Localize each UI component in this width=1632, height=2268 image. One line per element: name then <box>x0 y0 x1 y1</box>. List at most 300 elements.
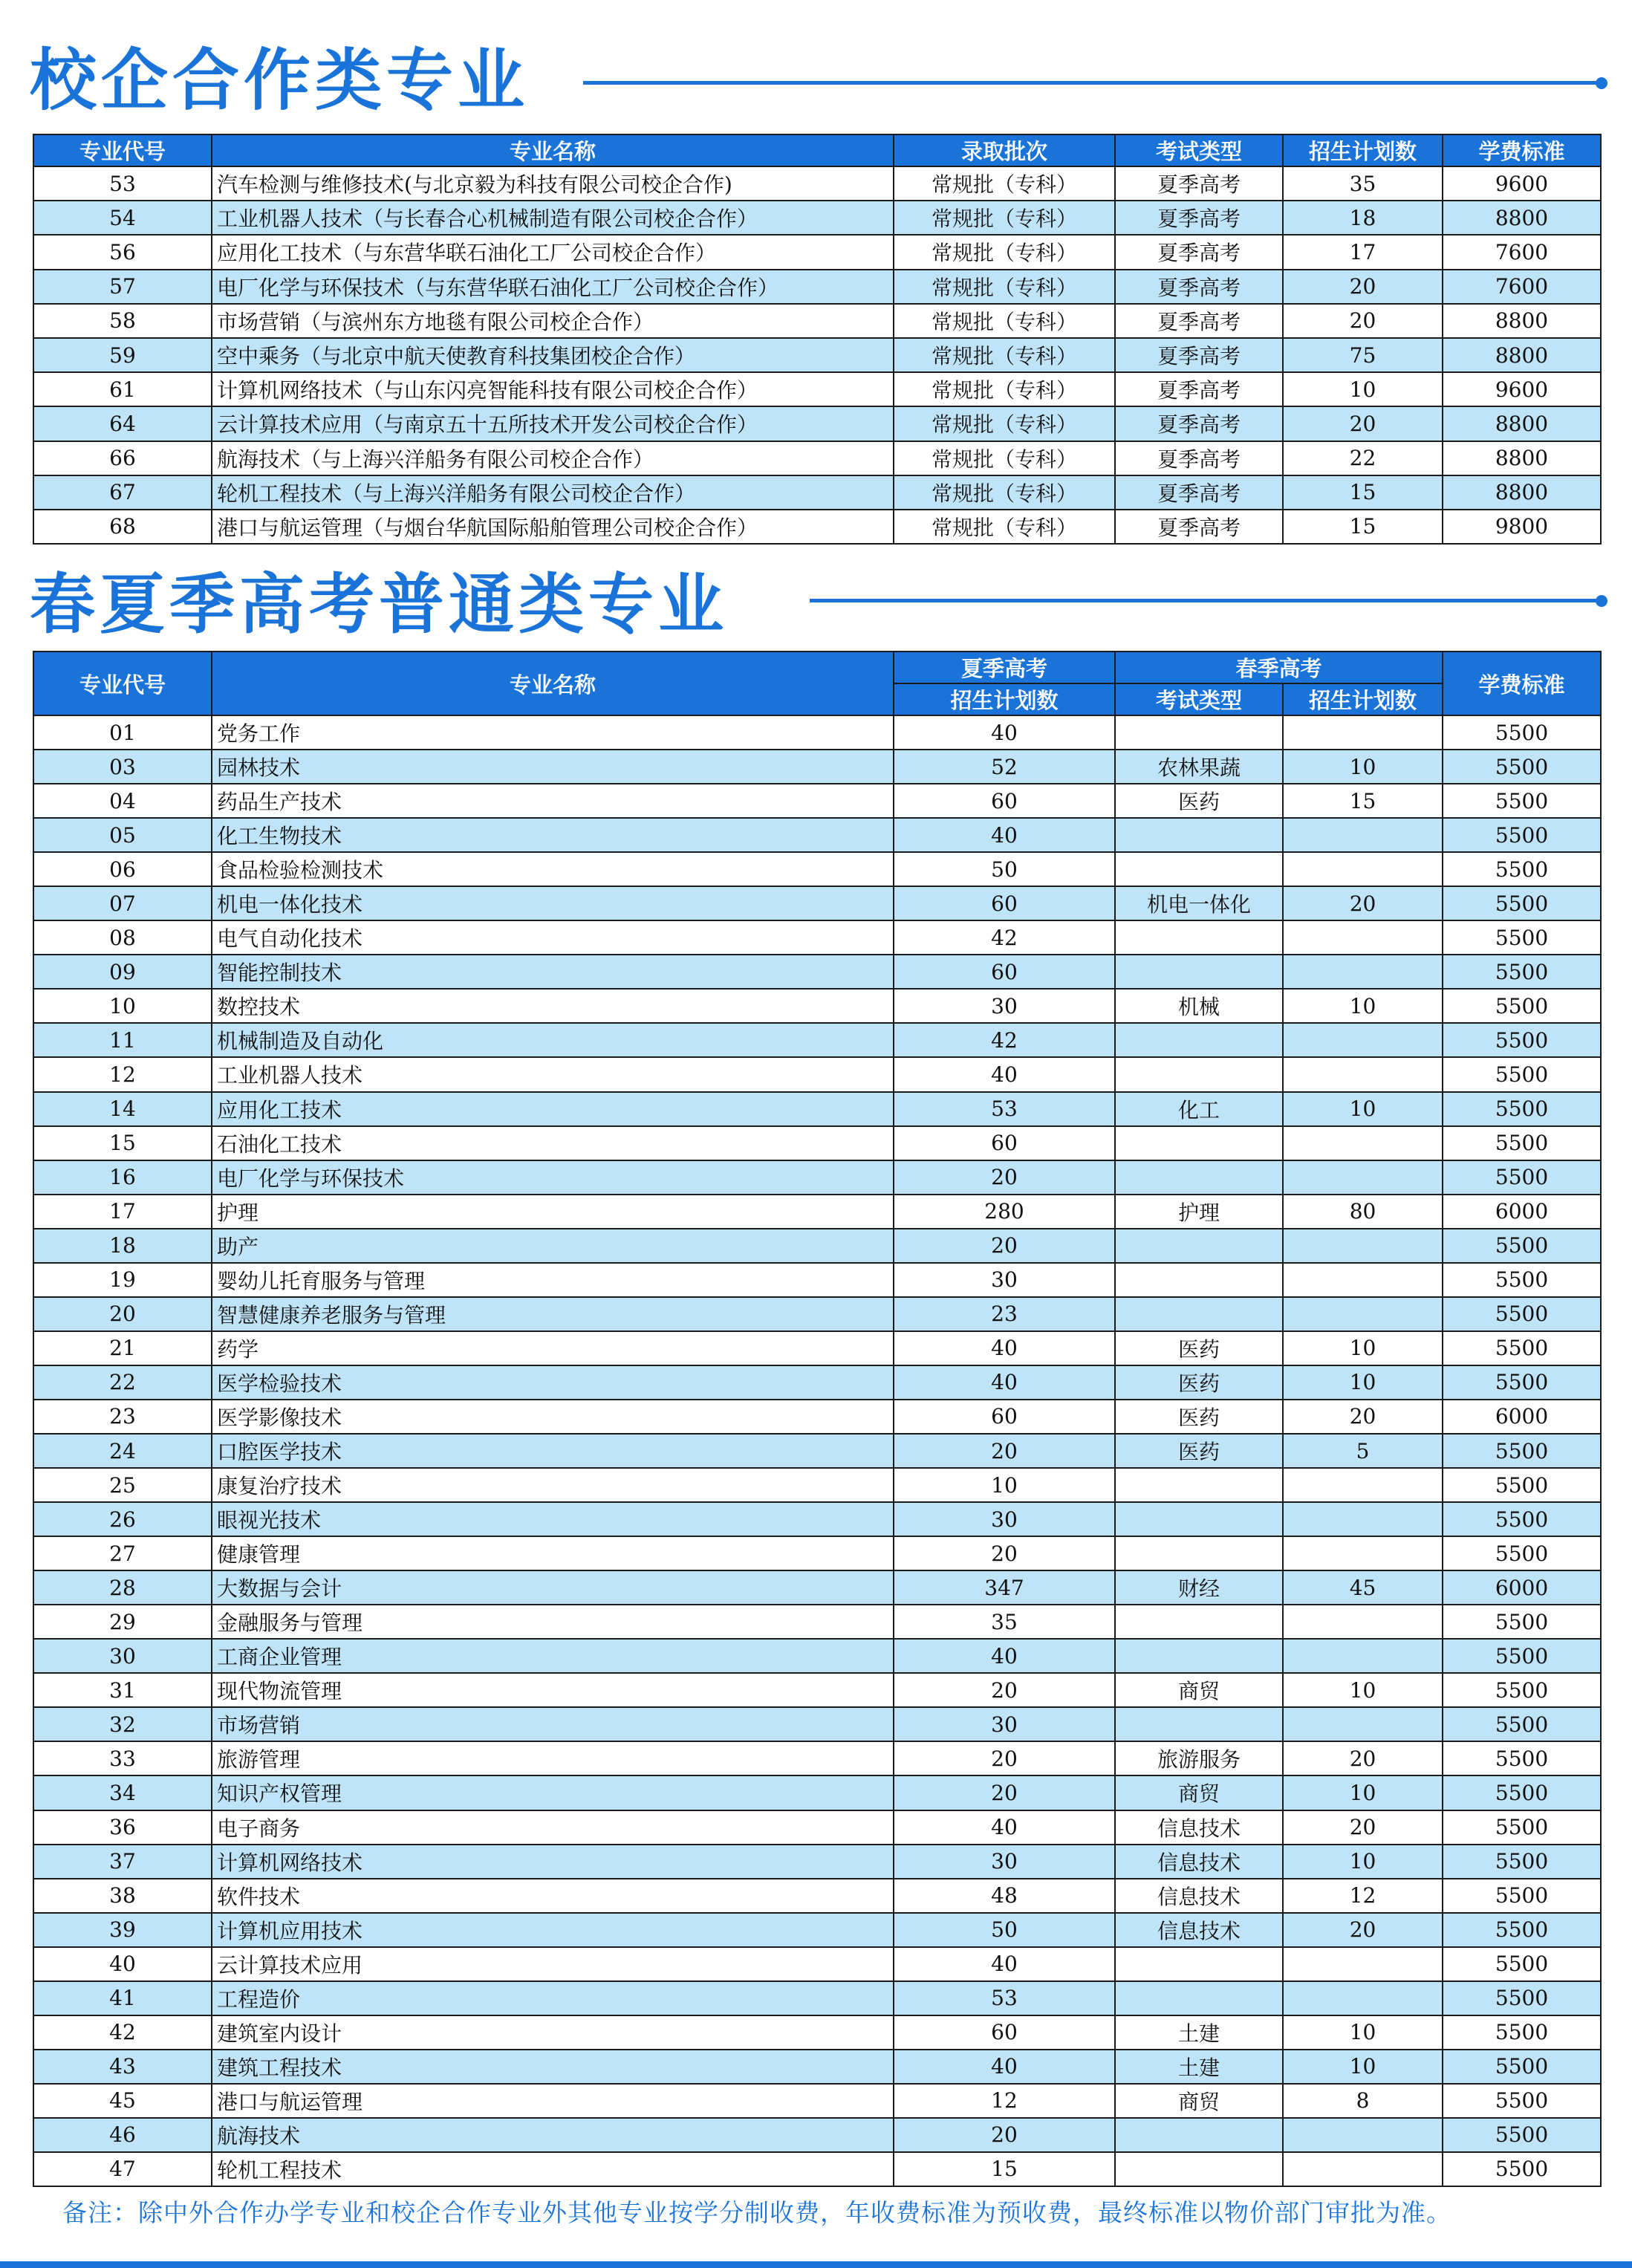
cell-col4 <box>1115 2118 1283 2152</box>
cell-code: 24 <box>33 1434 212 1468</box>
table-row <box>33 1845 1601 1879</box>
cell-col3: 60 <box>894 2015 1115 2050</box>
cell-col3: 20 <box>894 1229 1115 1263</box>
cooperation-majors-table <box>33 134 1602 545</box>
table-row <box>33 304 1601 338</box>
header-batch: 录取批次 <box>894 134 1115 166</box>
cell-code: 33 <box>33 1741 212 1775</box>
table-row <box>33 1297 1601 1331</box>
cell-col5: 8 <box>1283 2084 1443 2118</box>
cell-code: 66 <box>33 441 212 475</box>
cell-col4: 夏季高考 <box>1115 201 1283 235</box>
cell-code: 01 <box>33 715 212 750</box>
section2-title-bar <box>30 566 1612 648</box>
cell-col3: 40 <box>894 2050 1115 2084</box>
cell-col5: 17 <box>1283 235 1443 269</box>
header-spring-exam: 春季高考 <box>1115 652 1443 683</box>
cell-col4 <box>1115 818 1283 852</box>
cell-name: 药学 <box>212 1331 894 1365</box>
section1-title-rule <box>583 81 1597 85</box>
table-row <box>33 2118 1601 2152</box>
table-row <box>33 1468 1601 1502</box>
cell-col4 <box>1115 1707 1283 1741</box>
cell-code: 32 <box>33 1707 212 1741</box>
table-row <box>33 989 1601 1023</box>
cell-name: 食品检验检测技术 <box>212 852 894 886</box>
table-row <box>33 372 1601 406</box>
cell-col5: 10 <box>1283 750 1443 784</box>
cell-col3: 30 <box>894 989 1115 1023</box>
cell-name: 大数据与会计 <box>212 1570 894 1605</box>
cell-col3: 20 <box>894 1673 1115 1707</box>
cell-col4 <box>1115 852 1283 886</box>
cell-col4: 护理 <box>1115 1195 1283 1229</box>
cell-name: 化工生物技术 <box>212 818 894 852</box>
cell-name: 园林技术 <box>212 750 894 784</box>
cell-fee: 5500 <box>1443 1092 1601 1126</box>
cell-fee: 5500 <box>1443 1981 1601 2015</box>
cell-col4: 商贸 <box>1115 1673 1283 1707</box>
cell-name: 智慧健康养老服务与管理 <box>212 1297 894 1331</box>
cell-col4: 财经 <box>1115 1570 1283 1605</box>
cell-col4: 信息技术 <box>1115 1845 1283 1879</box>
cell-fee: 5500 <box>1443 1331 1601 1365</box>
cell-col5: 10 <box>1283 1365 1443 1400</box>
cell-col5 <box>1283 1057 1443 1091</box>
cell-col4: 医药 <box>1115 1434 1283 1468</box>
cell-col4 <box>1115 955 1283 989</box>
cell-col5 <box>1283 1229 1443 1263</box>
cell-col3: 60 <box>894 784 1115 818</box>
cell-col3: 347 <box>894 1570 1115 1605</box>
cell-col5 <box>1283 715 1443 750</box>
cell-col3: 42 <box>894 1023 1115 1057</box>
cell-col3: 常规批（专科） <box>894 235 1115 269</box>
cell-col5: 20 <box>1283 304 1443 338</box>
cell-name: 现代物流管理 <box>212 1673 894 1707</box>
cell-code: 21 <box>33 1331 212 1365</box>
table-row <box>33 852 1601 886</box>
cell-col4: 医药 <box>1115 1331 1283 1365</box>
cell-fee: 5500 <box>1443 784 1601 818</box>
cell-col5 <box>1283 1126 1443 1160</box>
cell-fee: 5500 <box>1443 1434 1601 1468</box>
cell-col3: 40 <box>894 1947 1115 1981</box>
table-row <box>33 1536 1601 1570</box>
table-row <box>33 1195 1601 1229</box>
cell-col5: 80 <box>1283 1195 1443 1229</box>
table-row <box>33 1673 1601 1707</box>
cell-col5: 20 <box>1283 1913 1443 1947</box>
cell-name: 软件技术 <box>212 1879 894 1913</box>
cell-fee: 8800 <box>1443 441 1601 475</box>
cell-col5 <box>1283 2152 1443 2186</box>
cell-fee: 5500 <box>1443 1468 1601 1502</box>
cell-col5: 20 <box>1283 406 1443 441</box>
bottom-rule <box>0 2261 1632 2268</box>
cell-fee: 5500 <box>1443 1365 1601 1400</box>
cell-col3: 40 <box>894 1057 1115 1091</box>
cell-fee: 5500 <box>1443 2050 1601 2084</box>
cell-col5 <box>1283 1605 1443 1639</box>
cell-col3: 常规批（专科） <box>894 372 1115 406</box>
cell-code: 40 <box>33 1947 212 1981</box>
cell-code: 56 <box>33 235 212 269</box>
cell-name: 空中乘务（与北京中航天使教育科技集团校企合作） <box>212 338 894 372</box>
cell-col4 <box>1115 1229 1283 1263</box>
cell-name: 应用化工技术（与东营华联石油化工厂公司校企合作） <box>212 235 894 269</box>
cell-col3: 20 <box>894 1536 1115 1570</box>
cell-fee: 5500 <box>1443 2152 1601 2186</box>
table-row <box>33 784 1601 818</box>
header-name: 专业名称 <box>212 652 894 715</box>
cell-code: 23 <box>33 1400 212 1434</box>
cell-col4: 医药 <box>1115 1400 1283 1434</box>
table-row <box>33 2050 1601 2084</box>
cell-fee: 6000 <box>1443 1195 1601 1229</box>
cell-name: 计算机网络技术 <box>212 1845 894 1879</box>
cell-code: 12 <box>33 1057 212 1091</box>
cell-col5: 45 <box>1283 1570 1443 1605</box>
table-row <box>33 1605 1601 1639</box>
table-row <box>33 818 1601 852</box>
cell-col5 <box>1283 1639 1443 1673</box>
cell-code: 22 <box>33 1365 212 1400</box>
cell-col5: 20 <box>1283 1741 1443 1775</box>
table-row <box>33 1502 1601 1536</box>
cell-name: 工业机器人技术（与长春合心机械制造有限公司校企合作） <box>212 201 894 235</box>
cell-fee: 5500 <box>1443 1023 1601 1057</box>
cell-col4 <box>1115 2152 1283 2186</box>
cell-col5: 10 <box>1283 989 1443 1023</box>
cell-name: 医学影像技术 <box>212 1400 894 1434</box>
cell-fee: 5500 <box>1443 1673 1601 1707</box>
cell-fee: 5500 <box>1443 1502 1601 1536</box>
cell-fee: 8800 <box>1443 201 1601 235</box>
cell-col3: 40 <box>894 818 1115 852</box>
cell-col5: 18 <box>1283 201 1443 235</box>
table-row <box>33 338 1601 372</box>
cell-col3: 12 <box>894 2084 1115 2118</box>
cell-code: 29 <box>33 1605 212 1639</box>
table-row <box>33 1947 1601 1981</box>
cell-col4: 信息技术 <box>1115 1810 1283 1845</box>
cell-name: 航海技术（与上海兴洋船务有限公司校企合作） <box>212 441 894 475</box>
cell-code: 16 <box>33 1160 212 1195</box>
cell-col4: 夏季高考 <box>1115 475 1283 510</box>
cell-name: 数控技术 <box>212 989 894 1023</box>
cell-col4 <box>1115 1981 1283 2015</box>
cell-fee: 5500 <box>1443 1947 1601 1981</box>
cell-col4: 机械 <box>1115 989 1283 1023</box>
table-row <box>33 1331 1601 1365</box>
cell-name: 机械制造及自动化 <box>212 1023 894 1057</box>
cell-col4: 夏季高考 <box>1115 270 1283 304</box>
table-row <box>33 441 1601 475</box>
cell-code: 07 <box>33 886 212 920</box>
cell-code: 36 <box>33 1810 212 1845</box>
cell-name: 港口与航运管理 <box>212 2084 894 2118</box>
cell-fee: 5500 <box>1443 1775 1601 1810</box>
cell-fee: 5500 <box>1443 1263 1601 1297</box>
cell-col3: 常规批（专科） <box>894 270 1115 304</box>
cell-name: 电子商务 <box>212 1810 894 1845</box>
cell-col3: 30 <box>894 1707 1115 1741</box>
cell-code: 11 <box>33 1023 212 1057</box>
cell-fee: 7600 <box>1443 235 1601 269</box>
cell-col3: 48 <box>894 1879 1115 1913</box>
cell-code: 04 <box>33 784 212 818</box>
cell-col4 <box>1115 1263 1283 1297</box>
cell-code: 08 <box>33 920 212 955</box>
cell-code: 30 <box>33 1639 212 1673</box>
cell-name: 党务工作 <box>212 715 894 750</box>
cell-col5 <box>1283 1468 1443 1502</box>
table-row <box>33 886 1601 920</box>
cell-col3: 23 <box>894 1297 1115 1331</box>
cell-name: 旅游管理 <box>212 1741 894 1775</box>
section2-title-dot <box>1596 595 1607 607</box>
table-row <box>33 920 1601 955</box>
table-row <box>33 270 1601 304</box>
cell-fee: 5500 <box>1443 1536 1601 1570</box>
cell-name: 口腔医学技术 <box>212 1434 894 1468</box>
cell-col3: 60 <box>894 886 1115 920</box>
table-row <box>33 1879 1601 1913</box>
header-code: 专业代号 <box>33 134 212 166</box>
cell-fee: 5500 <box>1443 2118 1601 2152</box>
cell-col5: 15 <box>1283 510 1443 544</box>
cell-name: 应用化工技术 <box>212 1092 894 1126</box>
cell-fee: 9600 <box>1443 166 1601 201</box>
cell-col4 <box>1115 1160 1283 1195</box>
cell-name: 云计算技术应用 <box>212 1947 894 1981</box>
cell-col4: 信息技术 <box>1115 1879 1283 1913</box>
cell-code: 34 <box>33 1775 212 1810</box>
cell-fee: 5500 <box>1443 955 1601 989</box>
cell-col5: 10 <box>1283 1673 1443 1707</box>
table-header-row <box>33 652 1601 683</box>
cell-col3: 40 <box>894 715 1115 750</box>
cell-col5 <box>1283 818 1443 852</box>
cell-col3: 20 <box>894 1434 1115 1468</box>
cell-fee: 5500 <box>1443 886 1601 920</box>
cell-col4 <box>1115 1057 1283 1091</box>
cell-name: 电气自动化技术 <box>212 920 894 955</box>
header-spring-type: 考试类型 <box>1115 683 1283 715</box>
cell-name: 眼视光技术 <box>212 1502 894 1536</box>
table-row <box>33 2084 1601 2118</box>
table-row <box>33 1913 1601 1947</box>
cell-col3: 50 <box>894 1913 1115 1947</box>
cell-col4 <box>1115 1023 1283 1057</box>
section2-title: 春夏季高考普通类专业 <box>30 566 729 643</box>
cell-col3: 53 <box>894 1981 1115 2015</box>
header-name: 专业名称 <box>212 134 894 166</box>
cell-name: 护理 <box>212 1195 894 1229</box>
cell-col5 <box>1283 1947 1443 1981</box>
cell-fee: 9600 <box>1443 372 1601 406</box>
cell-col4: 土建 <box>1115 2015 1283 2050</box>
cell-col4: 机电一体化 <box>1115 886 1283 920</box>
cell-col5: 15 <box>1283 475 1443 510</box>
cell-col5: 75 <box>1283 338 1443 372</box>
cell-name: 港口与航运管理（与烟台华航国际船舶管理公司校企合作） <box>212 510 894 544</box>
cell-col4: 夏季高考 <box>1115 338 1283 372</box>
cell-col3: 20 <box>894 1741 1115 1775</box>
cell-code: 05 <box>33 818 212 852</box>
cell-col4: 化工 <box>1115 1092 1283 1126</box>
cell-name: 工业机器人技术 <box>212 1057 894 1091</box>
cell-name: 轮机工程技术 <box>212 2152 894 2186</box>
cell-name: 航海技术 <box>212 2118 894 2152</box>
cell-name: 助产 <box>212 1229 894 1263</box>
cell-col3: 40 <box>894 1639 1115 1673</box>
cell-col5 <box>1283 1707 1443 1741</box>
cell-code: 17 <box>33 1195 212 1229</box>
cell-name: 健康管理 <box>212 1536 894 1570</box>
cell-col3: 10 <box>894 1468 1115 1502</box>
cell-col5: 10 <box>1283 1092 1443 1126</box>
table-row <box>33 1707 1601 1741</box>
cell-code: 39 <box>33 1913 212 1947</box>
cell-name: 机电一体化技术 <box>212 886 894 920</box>
cell-code: 25 <box>33 1468 212 1502</box>
table-row <box>33 715 1601 750</box>
cell-code: 54 <box>33 201 212 235</box>
cell-col4: 夏季高考 <box>1115 510 1283 544</box>
cell-fee: 5500 <box>1443 1057 1601 1091</box>
cell-fee: 8800 <box>1443 304 1601 338</box>
cell-col4 <box>1115 1126 1283 1160</box>
cell-col5 <box>1283 1536 1443 1570</box>
table-row <box>33 1160 1601 1195</box>
cell-name: 汽车检测与维修技术(与北京毅为科技有限公司校企合作) <box>212 166 894 201</box>
cell-col5 <box>1283 1263 1443 1297</box>
cell-col4: 夏季高考 <box>1115 304 1283 338</box>
section2-title-rule <box>810 599 1597 602</box>
cell-fee: 5500 <box>1443 1297 1601 1331</box>
cell-col4: 土建 <box>1115 2050 1283 2084</box>
cell-fee: 8800 <box>1443 475 1601 510</box>
table-row <box>33 2015 1601 2050</box>
cell-col4: 医药 <box>1115 784 1283 818</box>
cell-col3: 常规批（专科） <box>894 406 1115 441</box>
cell-col5: 10 <box>1283 2050 1443 2084</box>
table-row <box>33 510 1601 544</box>
header-fee: 学费标准 <box>1443 134 1601 166</box>
cell-name: 电厂化学与环保技术（与东营华联石油化工厂公司校企合作） <box>212 270 894 304</box>
cell-code: 27 <box>33 1536 212 1570</box>
table-row <box>33 1775 1601 1810</box>
cell-col5 <box>1283 955 1443 989</box>
cell-fee: 5500 <box>1443 1605 1601 1639</box>
cell-col5: 20 <box>1283 1810 1443 1845</box>
cell-name: 金融服务与管理 <box>212 1605 894 1639</box>
cell-fee: 5500 <box>1443 818 1601 852</box>
cell-fee: 9800 <box>1443 510 1601 544</box>
cell-fee: 5500 <box>1443 1913 1601 1947</box>
cell-fee: 5500 <box>1443 715 1601 750</box>
cell-col5: 10 <box>1283 1775 1443 1810</box>
cell-name: 医学检验技术 <box>212 1365 894 1400</box>
cell-col3: 常规批（专科） <box>894 441 1115 475</box>
cell-col3: 60 <box>894 1400 1115 1434</box>
cell-col3: 常规批（专科） <box>894 201 1115 235</box>
cell-col3: 常规批（专科） <box>894 304 1115 338</box>
cell-code: 18 <box>33 1229 212 1263</box>
cell-col4 <box>1115 920 1283 955</box>
cell-col3: 常规批（专科） <box>894 475 1115 510</box>
table-row <box>33 235 1601 269</box>
cell-name: 市场营销（与滨州东方地毯有限公司校企合作） <box>212 304 894 338</box>
cell-name: 药品生产技术 <box>212 784 894 818</box>
section1-title-dot <box>1596 77 1607 89</box>
cell-fee: 5500 <box>1443 852 1601 886</box>
header-summer-plan: 招生计划数 <box>894 683 1115 715</box>
cell-name: 婴幼儿托育服务与管理 <box>212 1263 894 1297</box>
cell-name: 市场营销 <box>212 1707 894 1741</box>
cell-col3: 40 <box>894 1331 1115 1365</box>
table-row <box>33 1057 1601 1091</box>
cell-col3: 53 <box>894 1092 1115 1126</box>
cell-col3: 15 <box>894 2152 1115 2186</box>
cell-col4: 医药 <box>1115 1365 1283 1400</box>
table-row <box>33 1263 1601 1297</box>
cell-code: 46 <box>33 2118 212 2152</box>
cell-code: 28 <box>33 1570 212 1605</box>
header-summer-exam: 夏季高考 <box>894 652 1115 683</box>
cell-code: 61 <box>33 372 212 406</box>
cell-col4 <box>1115 715 1283 750</box>
cell-code: 68 <box>33 510 212 544</box>
cell-code: 47 <box>33 2152 212 2186</box>
cell-code: 19 <box>33 1263 212 1297</box>
cell-col5: 10 <box>1283 1845 1443 1879</box>
cell-code: 57 <box>33 270 212 304</box>
table-row <box>33 1810 1601 1845</box>
cell-col3: 35 <box>894 1605 1115 1639</box>
cell-col4: 夏季高考 <box>1115 235 1283 269</box>
cell-code: 59 <box>33 338 212 372</box>
table-row <box>33 1570 1601 1605</box>
cell-fee: 5500 <box>1443 1845 1601 1879</box>
cell-col3: 20 <box>894 1160 1115 1195</box>
cell-col3: 50 <box>894 852 1115 886</box>
table-row <box>33 1092 1601 1126</box>
cell-name: 工程造价 <box>212 1981 894 2015</box>
table-row <box>33 750 1601 784</box>
cell-col4 <box>1115 1605 1283 1639</box>
cell-col4: 夏季高考 <box>1115 372 1283 406</box>
cell-col4 <box>1115 1297 1283 1331</box>
cell-fee: 5500 <box>1443 920 1601 955</box>
cell-code: 58 <box>33 304 212 338</box>
cell-code: 53 <box>33 166 212 201</box>
cell-col4: 旅游服务 <box>1115 1741 1283 1775</box>
cell-fee: 7600 <box>1443 270 1601 304</box>
cell-col4: 夏季高考 <box>1115 406 1283 441</box>
header-spring-plan: 招生计划数 <box>1283 683 1443 715</box>
cell-col4 <box>1115 1468 1283 1502</box>
cell-name: 建筑室内设计 <box>212 2015 894 2050</box>
cell-col3: 280 <box>894 1195 1115 1229</box>
table-row <box>33 1126 1601 1160</box>
cell-col4 <box>1115 1536 1283 1570</box>
cell-fee: 5500 <box>1443 1707 1601 1741</box>
cell-col5 <box>1283 920 1443 955</box>
cell-fee: 5500 <box>1443 1160 1601 1195</box>
